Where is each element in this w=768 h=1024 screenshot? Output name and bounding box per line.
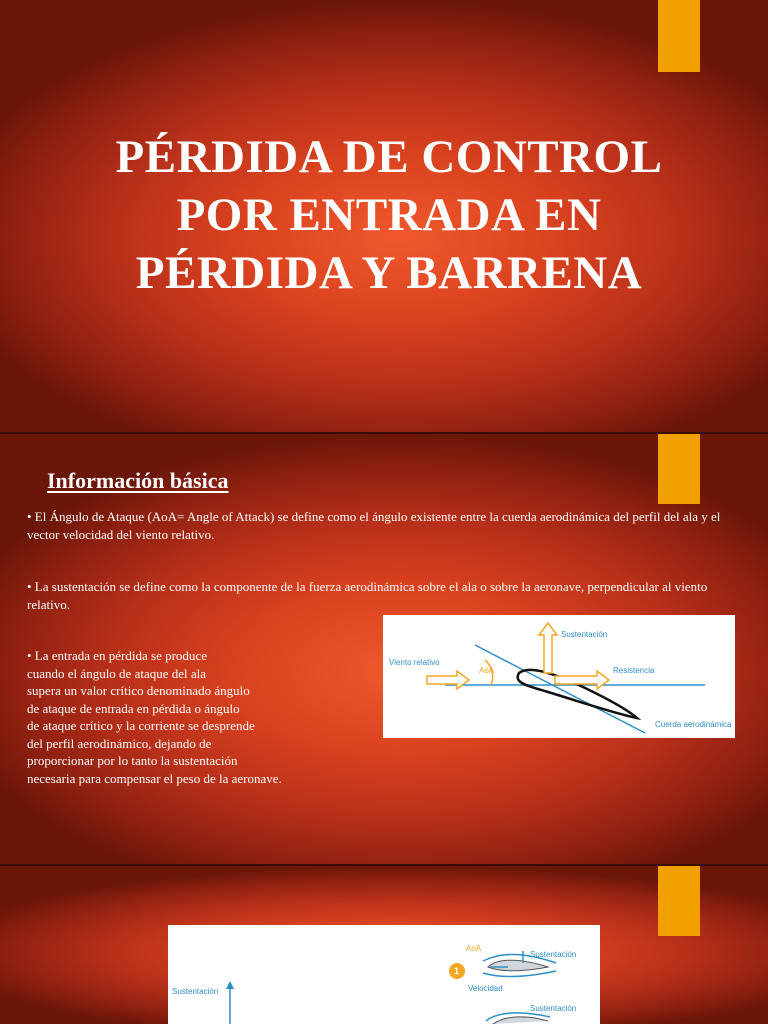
lift-axis-arrowhead (226, 981, 234, 989)
label-sustentacion: Sustentación (561, 630, 608, 639)
slide-title (60, 128, 718, 302)
bullet-aoa-definition: • El Ángulo de Ataque (AoA= Angle of Attack) se define como el ángulo existente entre la cuerda aerodinámica del perfil del ala y el vector velocidad del viento relativo. (27, 509, 721, 542)
accent-bar (658, 434, 700, 504)
label-sustentacion-bottom: Sustentación (530, 1004, 577, 1013)
label-cuerda: Cuerda aerodinámica (655, 720, 732, 729)
title-line-1: PÉRDIDA DE CONTROL (115, 131, 663, 183)
label-aoa: AoA (466, 944, 482, 953)
wind-arrow (427, 671, 469, 689)
stall-line-8: necesaria para compensar el peso de la aeronave. (27, 770, 282, 786)
title-line-3: PÉRDIDA Y BARRENA (135, 247, 643, 299)
aoa-diagram (383, 615, 735, 738)
chord-line (475, 645, 645, 733)
label-sustentacion-axis: Sustentación (172, 987, 219, 996)
stall-line-2: cuando el ángulo de ataque del ala (27, 665, 207, 681)
flow-line (483, 971, 556, 977)
label-aoa: AoA (479, 666, 495, 675)
airfoil-small (493, 1017, 548, 1024)
label-velocidad: Velocidad (468, 984, 503, 993)
airfoil-small (488, 960, 548, 971)
info-slide (0, 434, 768, 864)
stall-line-6: del perfil aerodinámico, dejando de (27, 735, 212, 751)
step-marker-label: 1 (454, 966, 460, 976)
label-sustentacion-top: Sustentación (530, 950, 577, 959)
title-line-2: POR ENTRADA EN (176, 189, 602, 241)
lift-arrow (539, 623, 557, 673)
bullet-stall-definition (27, 647, 357, 787)
stall-line-3: supera un valor crítico denominado ángulo (27, 683, 250, 698)
accent-bar (658, 866, 700, 936)
stall-line-4: de ataque de entrada en pérdida o ángulo (27, 700, 240, 716)
bullet-lift-definition: • La sustentación se define como la componente de la fuerza aerodinámica sobre el ala o sobre la aeronave, perpendicular al viento relativo. (27, 579, 708, 612)
label-viento-relativo: Viento relativo (389, 658, 440, 667)
stall-line-1: • La entrada en pérdida se produce (27, 648, 207, 663)
title-slide (0, 0, 768, 432)
accent-bar (658, 0, 700, 72)
label-resistencia: Resistencia (613, 666, 655, 675)
stall-line-7: proporcionar por lo tanto la sustentación (27, 753, 238, 768)
stall-line-5: de ataque crítico y la corriente se desprende (27, 718, 255, 733)
section-heading: Información básica (47, 468, 229, 493)
lift-curve-diagram (168, 925, 600, 1024)
stall-diagram-slide (0, 866, 768, 1024)
